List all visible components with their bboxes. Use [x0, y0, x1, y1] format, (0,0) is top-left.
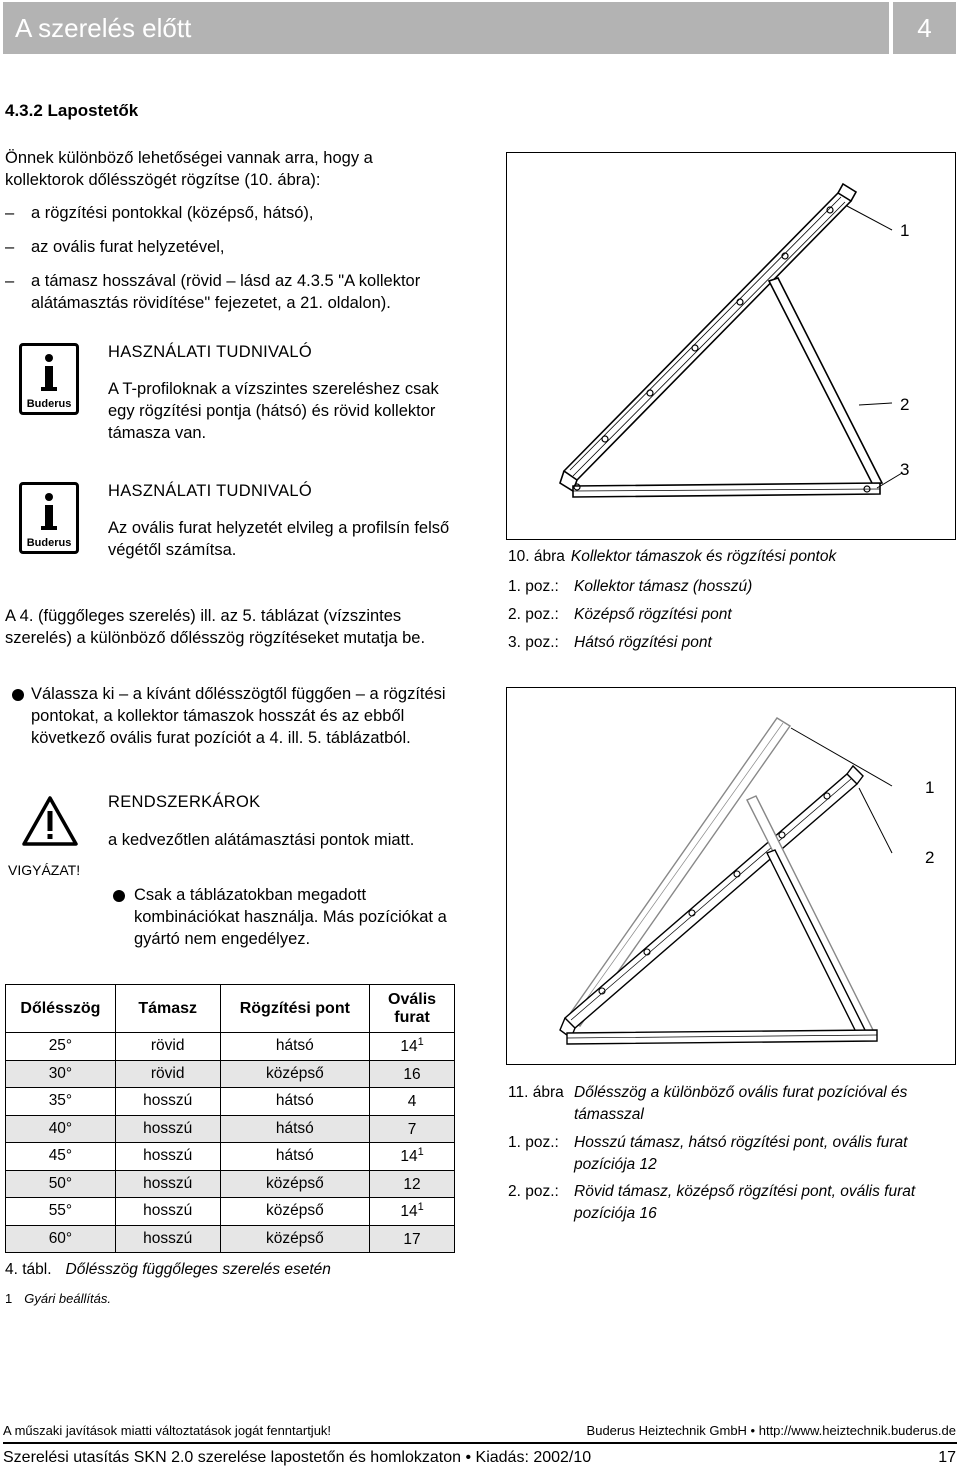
table-footnote: 1 Gyári beállítás. — [5, 1291, 111, 1306]
footnote-mark: 1 — [417, 1036, 424, 1049]
table-cell: középső — [220, 1060, 370, 1088]
table-cell: 55° — [6, 1198, 116, 1226]
table-cell: hosszú — [115, 1198, 220, 1226]
table-row — [6, 1143, 455, 1171]
note-text: A T-profiloknak a vízszintes szereléshez csak egy rögzítési pontja (hátsó) és rövid kollektor támasza van. — [108, 380, 439, 442]
footnote-mark: 1 — [417, 1146, 424, 1159]
buderus-logo: Buderus — [26, 398, 72, 410]
figure-label: 2 — [925, 848, 935, 867]
table-header-row — [6, 985, 455, 1033]
table-header: Rögzítési pont — [220, 985, 370, 1033]
table-row — [6, 1088, 455, 1116]
figure-label: 1 — [925, 778, 935, 797]
table-cell: hosszú — [115, 1088, 220, 1116]
intro-text: Önnek különböző lehetőségei vannak arra, hogy a kollektorok dőlésszögét rögzítse (10. ábra): — [5, 149, 373, 189]
table-header: Ovális furat — [370, 985, 455, 1033]
page-header-title: A szerelés előtt — [3, 2, 889, 54]
figure-11-caption: 11. ábra Dőlésszög a különböző ovális furat pozícióval és támasszal — [508, 1084, 908, 1123]
buderus-logo: Buderus — [26, 537, 72, 549]
warning-triangle-icon — [22, 795, 78, 847]
collector-support-drawing — [507, 153, 954, 538]
section-title: 4.3.2 Lapostetők — [5, 101, 139, 120]
page-number: 17 — [938, 1449, 956, 1466]
table-cell: 25° — [6, 1033, 116, 1061]
table-cell: hosszú — [115, 1225, 220, 1253]
angle-variation-drawing — [507, 688, 954, 1063]
figure-label: 1 — [900, 221, 910, 240]
note-text: Az ovális furat helyzetét elvileg a profilsín felső végétől számítsa. — [108, 519, 450, 559]
bullet-icon — [113, 889, 125, 907]
table-cell: hosszú — [115, 1143, 220, 1171]
table-cell: középső — [220, 1170, 370, 1198]
figure-label: 2 — [900, 395, 910, 414]
figure-11-legend — [508, 1132, 948, 1225]
info-icon — [19, 482, 79, 554]
table-cell: 35° — [6, 1088, 116, 1116]
table-row — [6, 1115, 455, 1143]
chapter-number: 4 — [893, 2, 956, 54]
option-item: – a rögzítési pontokkal (középső, hátsó), — [5, 204, 314, 222]
table-header: Dőlésszög — [6, 985, 116, 1033]
legend-item: 1. poz.: Hosszú támasz, hátsó rögzítési pont, ovális furat pozíciója 12 — [508, 1134, 908, 1173]
table-header: Támasz — [115, 985, 220, 1033]
table-cell: $14^1$ — [370, 1033, 455, 1061]
table-row — [6, 1198, 455, 1226]
table-row — [6, 1170, 455, 1198]
table-cell: 12 — [370, 1170, 455, 1198]
table-cell: rövid — [115, 1033, 220, 1061]
table-cell: $14^1$ — [370, 1143, 455, 1171]
table-cell: 17 — [370, 1225, 455, 1253]
table-cell: 7 — [370, 1115, 455, 1143]
warning-bullet-text: Csak a táblázatokban megadott kombinációkat használja. Más pozíciókat a gyártó nem engedélyez. — [134, 886, 447, 948]
dash-mark: – — [5, 204, 15, 222]
table-cell: 50° — [6, 1170, 116, 1198]
footer-doc-title: Szerelési utasítás SKN 2.0 szerelése lapostetőn és homlokzaton • Kiadás: 2002/10 — [3, 1449, 592, 1466]
option-item: – a támasz hosszával (rövid – lásd az 4.3.5 "A kollektor alátámasztás rövidítése" fejezetet, a 21. oldalon). — [5, 272, 421, 312]
table-cell: 60° — [6, 1225, 116, 1253]
footer-rule — [3, 1442, 957, 1444]
table-cell: 16 — [370, 1060, 455, 1088]
table-cell: $14^1$ — [370, 1198, 455, 1226]
legend-item: 1. poz.: Kollektor támasz (hosszú) — [508, 578, 753, 595]
table-cell: hosszú — [115, 1115, 220, 1143]
table-cell: középső — [220, 1225, 370, 1253]
dash-mark: – — [5, 272, 15, 290]
info-icon — [19, 343, 79, 415]
table-row — [6, 1033, 455, 1061]
legend-item: 2. poz.: Rövid támasz, középső rögzítési pont, ovális furat pozíciója 16 — [508, 1183, 916, 1222]
table-caption: 4. tábl. Dőlésszög függőleges szerelés esetén — [5, 1261, 331, 1278]
table-cell: hátsó — [220, 1115, 370, 1143]
instruction-text: Válassza ki – a kívánt dőlésszögtől függően – a rögzítési pontokat, a kollektor támaszok hosszát és az ebből következő ovális furat pozíciót a 4. ill. 5. táblázatból. — [31, 685, 446, 747]
angle-table — [5, 984, 455, 1253]
table-cell: 4 — [370, 1088, 455, 1116]
note-title: HASZNÁLATI TUDNIVALÓ — [108, 343, 313, 361]
table-cell: hátsó — [220, 1088, 370, 1116]
footer-company: Buderus Heiztechnik GmbH • http://www.heiztechnik.buderus.de — [586, 1423, 956, 1438]
note-title: HASZNÁLATI TUDNIVALÓ — [108, 482, 313, 500]
table-cell: hosszú — [115, 1170, 220, 1198]
table-cell: középső — [220, 1198, 370, 1226]
legend-item: 3. poz.: Hátsó rögzítési pont — [508, 634, 712, 651]
dash-mark: – — [5, 238, 15, 256]
footer-disclaimer: A műszaki javítások miatti változtatások jogát fenntartjuk! — [3, 1423, 332, 1438]
warning-title: RENDSZERKÁROK — [108, 793, 261, 811]
table-cell: hátsó — [220, 1033, 370, 1061]
table-cell: rövid — [115, 1060, 220, 1088]
table-cell: 30° — [6, 1060, 116, 1088]
option-list — [5, 202, 465, 314]
figure-10-legend — [508, 576, 752, 660]
bullet-icon — [12, 688, 24, 706]
warning-label: VIGYÁZAT! — [8, 862, 81, 878]
legend-item: 2. poz.: Középső rögzítési pont — [508, 606, 732, 623]
footnote-mark: 1 — [417, 1201, 424, 1214]
table-cell: 45° — [6, 1143, 116, 1171]
figure-10 — [506, 152, 956, 540]
table-cell: 40° — [6, 1115, 116, 1143]
table-row — [6, 1225, 455, 1253]
figure-10-caption: 10. ábra Kollektor támaszok és rögzítési pontok — [508, 548, 837, 565]
table-reference-text: A 4. (függőleges szerelés) ill. az 5. táblázat (vízszintes szerelés) a különböző dőlésszög rögzítéseket mutatja be. — [5, 607, 426, 647]
option-item: – az ovális furat helyzetével, — [5, 238, 225, 256]
table-cell: hátsó — [220, 1143, 370, 1171]
figure-11 — [506, 687, 956, 1065]
warning-text: a kedvezőtlen alátámasztási pontok miatt. — [108, 831, 415, 849]
table-row — [6, 1060, 455, 1088]
figure-label: 3 — [900, 460, 910, 479]
